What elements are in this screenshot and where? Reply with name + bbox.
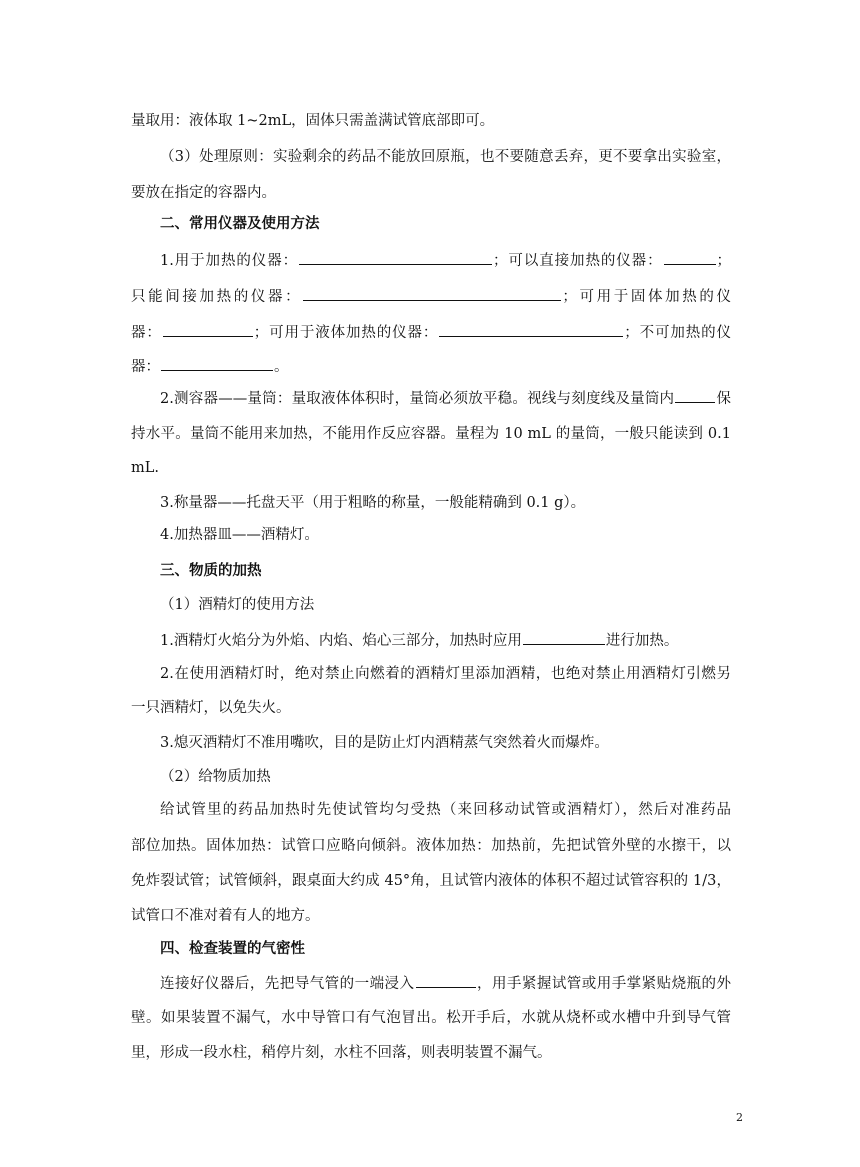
fill-blank[interactable] [523,630,605,645]
text-line: mL. [131,460,159,476]
text-line: 4.加热器皿——酒精灯。 [160,527,319,543]
subsection-heading: （2）给物质加热 [160,769,271,785]
text-line: 试管口不准对着有人的地方。 [131,908,320,924]
text-line: 要放在指定的容器内。 [131,185,276,201]
fill-blank[interactable] [439,322,623,337]
text-line: 持水平。量筒不能用来加热，不能用作反应容器。量程为 10 mL 的量筒，一般只能读到 0.1 [131,426,731,442]
fill-blank[interactable] [299,250,492,265]
text-line: 2.在使用酒精灯时，绝对禁止向燃着的酒精灯里添加酒精，也绝对禁止用酒精灯引燃另 [160,666,731,682]
subsection-heading: （1）酒精灯的使用方法 [160,597,315,613]
text-line: 只能间接加热的仪器： ；可用于固体加热的仪 [131,286,731,306]
text-line: 器： 。 [131,356,731,376]
text-line: （3）处理原则：实验剩余的药品不能放回原瓶，也不要随意丢弃，更不要拿出实验室， [160,149,731,165]
fill-blank[interactable] [416,973,476,988]
text-line: 一只酒精灯，以免失火。 [131,700,291,716]
text-line: 量取用：液体取 1~2mL，固体只需盖满试管底部即可。 [131,113,495,129]
text-line: 给试管里的药品加热时先使试管均匀受热（来回移动试管或酒精灯），然后对准药品 [160,802,731,818]
text-line: 部位加热。固体加热：试管口应略向倾斜。液体加热：加热前，先把试管外壁的水擦干，以 [131,838,731,854]
text-line: 器： ；可用于液体加热的仪器： ；不可加热的仪 [131,322,731,342]
text-line: 连接好仪器后，先把导气管的一端浸入 ，用手紧握试管或用手掌紧贴烧瓶的外 [160,973,731,993]
text-line: 3.称量器——托盘天平（用于粗略的称量，一般能精确到 0.1 g）。 [160,495,586,511]
text-line: 3.熄灭酒精灯不准用嘴吹，目的是防止灯内酒精蒸气突然着火而爆炸。 [160,735,609,751]
fill-blank[interactable] [303,286,561,301]
fill-blank[interactable] [664,250,716,265]
text-line: 里，形成一段水柱，稍停片刻，水柱不回落，则表明装置不漏气。 [131,1045,552,1061]
text-line: 1.酒精灯火焰分为外焰、内焰、焰心三部分，加热时应用 进行加热。 [160,630,731,650]
section-heading: 四、检查装置的气密性 [160,940,305,957]
text-line: 免炸裂试管；试管倾斜，跟桌面大约成 45°角，且试管内液体的体积不超过试管容积的 1/3， [131,873,731,889]
section-heading: 二、常用仪器及使用方法 [160,215,320,232]
fill-blank[interactable] [675,388,715,403]
text-line: 2.测容器——量筒：量取液体体积时，量筒必须放平稳。视线与刻度线及量筒内 保 [160,388,731,408]
page-number: 2 [736,1111,743,1124]
text-line: 壁。如果装置不漏气，水中导管口有气泡冒出。松开手后，水就从烧杯或水槽中升到导气管 [131,1010,731,1026]
section-heading: 三、物质的加热 [160,562,262,579]
text-line: 1.用于加热的仪器： ；可以直接加热的仪器： ； [160,250,731,270]
fill-blank[interactable] [161,356,273,371]
fill-blank[interactable] [163,322,253,337]
